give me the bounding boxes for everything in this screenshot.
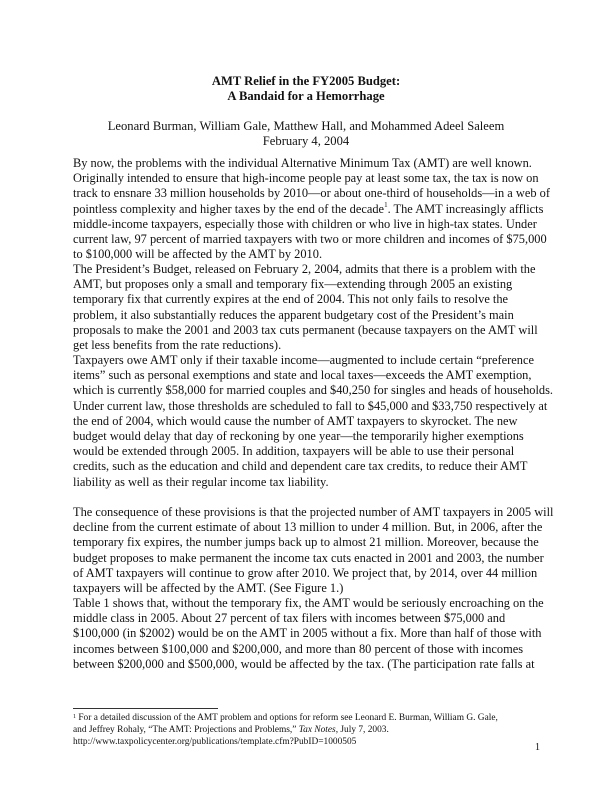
text-line: temporary fix that currently expires at the end of 2004. This not only fails to resolve the [73,292,509,307]
text-line: track to ensnare 33 million households by 2010—or about one-third of households—in a web of [73,186,550,201]
text-line: get less benefits from the rate reductions). [73,337,282,352]
text-line: between $200,000 and $500,000, would be affected by the tax. (The participation rate falls at [73,656,535,671]
journal-title: Tax Notes [298,725,336,735]
text-line: Originally intended to ensure that high-income people pay at least some tax, the tax is now on [73,171,539,186]
footnote-line [73,724,553,736]
text-line: middle class in 2005. About 27 percent of tax filers with incomes between $75,000 and [73,611,506,626]
text-line: budget would delay that day of reckoning by one year—the temporarily higher exemptions [73,428,524,443]
text-segment: . The AMT increasingly afflicts [387,201,544,216]
text-line: temporary fix expires, the number jumps back up to almost 21 million. Moreover, because the [73,535,539,550]
text-segment: and Jeffrey Rohaly, “The AMT: Projections and Problems,” [73,725,299,735]
paragraph-2 [73,262,551,353]
text-line: The consequence of these provisions is that the projected number of AMT taxpayers in 2005 will [73,505,554,519]
text-line: would be extended through 2005. In addition, taxpayers will be able to use their personal [73,444,515,459]
text-line: liability as well as their regular income tax liability. [73,474,329,489]
text-line: of AMT taxpayers will continue to grow after 2010. We project that, by 2014, over 44 million [73,565,538,580]
text-line: middle-income taxpayers, especially those with children or who live in high-tax states. Under [73,216,537,231]
text-line [73,202,551,217]
paragraph-4 [73,505,554,596]
paragraph-5 [73,596,551,672]
text-line: decline from the current estimate of about 13 million to under 4 million. But, in 2006, after the [73,520,543,535]
authors: Leonard Burman, William Gale, Matthew Hall, and Mohammed Adeel Saleem [107,119,505,133]
text-segment: pointless complexity and higher taxes by the end of the decade [73,201,385,216]
paragraph-1 [73,156,551,262]
text-line: AMT, but proposes only a small and temporary fix—extending through 2005 an existing [73,277,513,292]
footnote [73,712,553,748]
text-line: to $100,000 will be affected by the AMT by 2010. [73,247,323,262]
text-line: budget proposes to make permanent the income tax cuts enacted in 2001 and 2003, the number [73,550,544,565]
text-line: which is currently $58,000 for married couples and $40,250 for singles and heads of households. [73,383,554,398]
text-line: By now, the problems with the individual Alternative Minimum Tax (AMT) are well known. [73,156,532,170]
text-segment: For a detailed discussion of the AMT problem and options for reform see Leonard E. Burman, William G. Gale, [76,713,498,723]
page-number: 1 [535,742,540,753]
footnote-line [73,712,553,724]
text-line: credits, such as the education and child and dependent care tax credits, to reduce their AMT [73,459,528,474]
document-title-line2: A Bandaid for a Hemorrhage [227,89,385,103]
text-line: Table 1 shows that, without the temporary fix, the AMT would be seriously encroaching on the [73,596,544,610]
text-line: proposals to make the 2001 and 2003 tax cuts permanent (because taxpayers on the AMT will [73,322,538,337]
text-line: incomes between $100,000 and $200,000, and more than 80 percent of those with incomes [73,641,524,656]
text-line: the end of 2004, which would cause the number of AMT taxpayers to skyrocket. The new [73,413,518,428]
date: February 4, 2004 [262,134,350,148]
footnote-divider [73,708,218,709]
text-line: taxpayers will be affected by the AMT. (See Figure 1.) [73,580,344,595]
footnote-reference[interactable]: 1 [384,200,388,209]
text-segment: , July 7, 2003. [335,725,389,735]
footnote-mark: 1 [73,714,76,720]
text-line: The President’s Budget, released on February 2, 2004, admits that there is a problem with the [73,262,536,276]
paragraph-3 [73,353,554,490]
document-title-line1: AMT Relief in the FY2005 Budget: [211,74,401,88]
text-line: problem, it also substantially reduces the apparent budgetary cost of the President’s main [73,307,514,322]
footnote-url[interactable]: http://www.taxpolicycenter.org/publications/template.cfm?PubID=1000505 [73,737,357,747]
text-line: items” such as personal exemptions and state and local taxes—exceeds the AMT exemption, [73,368,532,383]
text-line: Under current law, those thresholds are scheduled to fall to $45,000 and $33,750 respectively at [73,398,548,413]
text-line: Taxpayers owe AMT only if their taxable income—augmented to include certain “preference [73,353,534,367]
text-line: current law, 97 percent of married taxpayers with two or more children and incomes of $75,000 [73,231,547,246]
text-line: $100,000 (in $2002) would be on the AMT in 2005 without a fix. More than half of those with [73,626,542,641]
